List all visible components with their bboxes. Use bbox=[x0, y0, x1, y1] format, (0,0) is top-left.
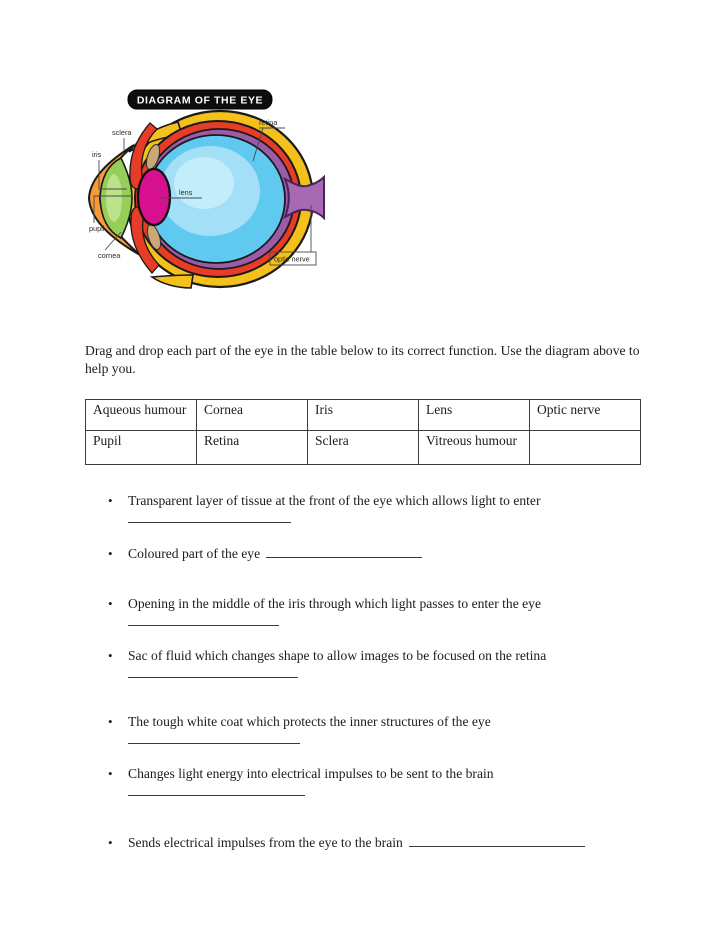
bullet-marker: • bbox=[108, 546, 113, 561]
word-bank-cell-retina[interactable]: Retina bbox=[197, 431, 308, 465]
word-bank-cell-iris[interactable]: Iris bbox=[308, 400, 419, 431]
word-bank-cell-pupil[interactable]: Pupil bbox=[86, 431, 197, 465]
instructions-text: Drag and drop each part of the eye in the table below to its correct function. Use the diagram above to help you. bbox=[85, 342, 640, 377]
bullet-marker: • bbox=[108, 714, 113, 729]
word-bank-cell-aqueous-humour[interactable]: Aqueous humour bbox=[86, 400, 197, 431]
question-item bbox=[108, 595, 622, 626]
bullet-marker: • bbox=[108, 493, 113, 508]
word-bank-cell-sclera[interactable]: Sclera bbox=[308, 431, 419, 465]
answer-blank[interactable] bbox=[128, 667, 298, 678]
question-text: Sac of fluid which changes shape to allow images to be focused on the retina bbox=[128, 648, 547, 663]
question-item bbox=[108, 713, 622, 744]
question-item bbox=[108, 647, 622, 678]
question-item bbox=[108, 492, 622, 523]
eye-diagram bbox=[82, 85, 347, 300]
question-text: Changes light energy into electrical impulses to be sent to the brain bbox=[128, 766, 494, 781]
question-text: The tough white coat which protects the inner structures of the eye bbox=[128, 714, 491, 729]
retina-label: retina bbox=[259, 118, 278, 127]
bullet-marker: • bbox=[108, 596, 113, 611]
question-text: Opening in the middle of the iris through which light passes to enter the eye bbox=[128, 596, 542, 611]
question-text: Sends electrical impulses from the eye to the brain bbox=[128, 835, 403, 850]
lens-shape bbox=[138, 169, 170, 225]
question-item bbox=[108, 834, 622, 852]
lens-label: lens bbox=[179, 188, 193, 197]
word-bank-row bbox=[86, 400, 641, 431]
bullet-marker: • bbox=[108, 648, 113, 663]
question-text: Transparent layer of tissue at the front of the eye which allows light to enter bbox=[128, 493, 541, 508]
answer-blank[interactable] bbox=[266, 546, 422, 558]
bullet-marker: • bbox=[108, 835, 113, 850]
cornea-label: cornea bbox=[98, 251, 121, 260]
answer-blank[interactable] bbox=[128, 615, 279, 626]
word-bank-row bbox=[86, 431, 641, 465]
bullet-marker: • bbox=[108, 766, 113, 781]
aqueous-highlight bbox=[106, 174, 122, 222]
question-item bbox=[108, 545, 622, 563]
word-bank-cell-lens[interactable]: Lens bbox=[419, 400, 530, 431]
question-text: Coloured part of the eye bbox=[128, 546, 261, 561]
word-bank-cell-optic-nerve[interactable]: Optic nerve bbox=[530, 400, 641, 431]
sclera-bottom-horn bbox=[152, 275, 193, 288]
question-item bbox=[108, 765, 622, 796]
vitreous-highlight-2 bbox=[174, 157, 234, 209]
answer-blank[interactable] bbox=[128, 785, 305, 796]
pupil-label: pupil bbox=[89, 224, 105, 233]
optic-nerve-label: optic nerve bbox=[274, 254, 310, 264]
diagram-title: DIAGRAM OF THE EYE bbox=[136, 94, 264, 107]
word-bank-cell-cornea[interactable]: Cornea bbox=[197, 400, 308, 431]
word-bank-cell-vitreous-humour[interactable]: Vitreous humour bbox=[419, 431, 530, 465]
answer-blank[interactable] bbox=[409, 835, 585, 847]
word-bank-cell-empty bbox=[530, 431, 641, 465]
answer-blank[interactable] bbox=[128, 733, 300, 744]
iris-label: iris bbox=[92, 150, 102, 159]
sclera-label: sclera bbox=[112, 128, 132, 137]
answer-blank[interactable] bbox=[128, 512, 291, 523]
word-bank-table bbox=[85, 399, 641, 465]
